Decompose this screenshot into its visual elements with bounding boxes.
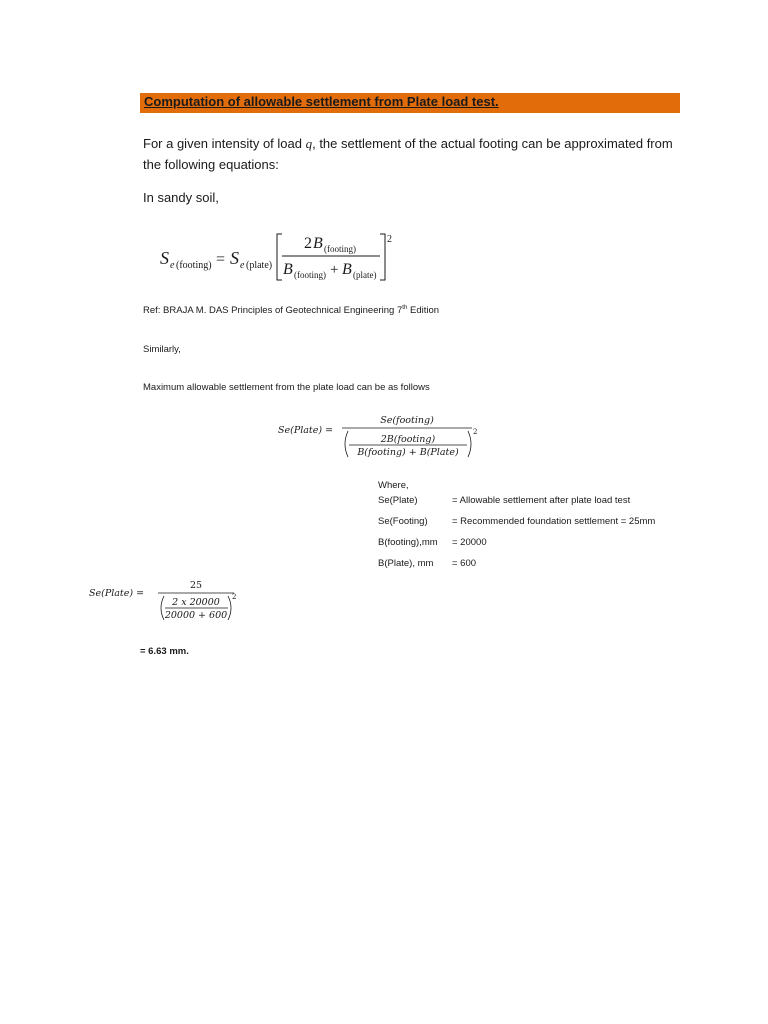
reference-line <box>143 304 439 316</box>
intro-text-start: For a given intensity of load <box>143 136 306 151</box>
where-term-se-footing: Se(Footing) <box>378 516 428 527</box>
numeric-plate-settlement-equation <box>86 574 246 624</box>
where-def-b-footing: = 20000 <box>452 537 487 548</box>
eq1-den-b1: B <box>283 261 293 278</box>
where-label: Where, <box>378 480 409 491</box>
eq1-num-2: 2 <box>304 235 312 252</box>
title-bar <box>140 93 680 113</box>
eq2-numerator: Se(footing) <box>380 415 434 426</box>
eq3-numerator: 25 <box>189 580 203 591</box>
eq1-lhs-s: S <box>160 248 169 268</box>
eq1-right-bracket <box>380 234 385 280</box>
eq2-right-paren <box>468 431 471 457</box>
eq2-lhs: Se(Plate) = <box>278 425 334 436</box>
plate-settlement-equation <box>274 408 484 464</box>
page-title: Computation of allowable settlement from Plate load test. <box>144 94 499 109</box>
intro-text-end: , the settlement of the actual footing can be approximated from the following equations: <box>143 136 673 172</box>
eq1-equals: = <box>216 251 226 268</box>
where-term-b-footing: B(footing),mm <box>378 537 438 548</box>
eq3-inner-numerator: 2 x 20000 <box>172 597 220 608</box>
reference-edition: Edition <box>407 305 440 317</box>
settlement-equation-sandy <box>158 228 398 284</box>
eq1-rhs-s: S <box>230 248 239 268</box>
eq3-lhs: Se(Plate) = <box>89 588 145 599</box>
eq1-num-b: B <box>313 235 323 252</box>
eq1-plus: + <box>330 262 339 278</box>
eq3-right-paren <box>228 596 231 620</box>
eq1-lhs-sub: (footing) <box>176 260 212 271</box>
where-def-se-plate: = Allowable settlement after plate load test <box>452 495 631 506</box>
result-value: = 6.63 mm. <box>140 646 189 657</box>
similarly-text: Similarly, <box>143 344 181 355</box>
intro-paragraph <box>143 133 683 175</box>
eq2-inner-denominator: B(footing) + B(Plate) <box>357 447 459 458</box>
eq1-den-sub1: (footing) <box>294 270 326 280</box>
eq1-power: 2 <box>387 234 392 245</box>
max-settlement-text: Maximum allowable settlement from the plate load can be as follows <box>143 382 430 393</box>
eq1-num-sub: (footing) <box>324 244 356 254</box>
eq1-rhs-sub: (plate) <box>246 260 273 271</box>
eq3-power: 2 <box>232 593 237 601</box>
where-term-b-plate: B(Plate), mm <box>378 558 434 569</box>
reference-text: Ref: BRAJA M. DAS Principles of Geotechnical Engineering 7 <box>143 305 403 317</box>
where-def-se-footing: = Recommended foundation settlement = 25mm <box>452 516 656 527</box>
eq1-lhs-e: e <box>170 260 175 271</box>
eq2-inner-numerator: 2B(footing) <box>380 434 436 445</box>
eq1-den-b2: B <box>342 261 352 278</box>
eq3-inner-denominator: 20000 + 600 <box>164 610 228 621</box>
eq3-left-paren <box>161 596 164 620</box>
eq1-den-sub2: (plate) <box>353 270 377 280</box>
load-symbol-q: q <box>305 136 313 151</box>
reference-sup: th <box>402 304 408 311</box>
eq1-left-bracket <box>277 234 282 280</box>
eq2-left-paren <box>345 431 348 457</box>
sandy-soil-heading: In sandy soil, <box>143 190 219 205</box>
eq1-rhs-e: e <box>240 260 245 271</box>
where-term-se-plate: Se(Plate) <box>378 495 418 506</box>
where-def-b-plate: = 600 <box>452 558 477 569</box>
eq2-power: 2 <box>473 428 478 436</box>
